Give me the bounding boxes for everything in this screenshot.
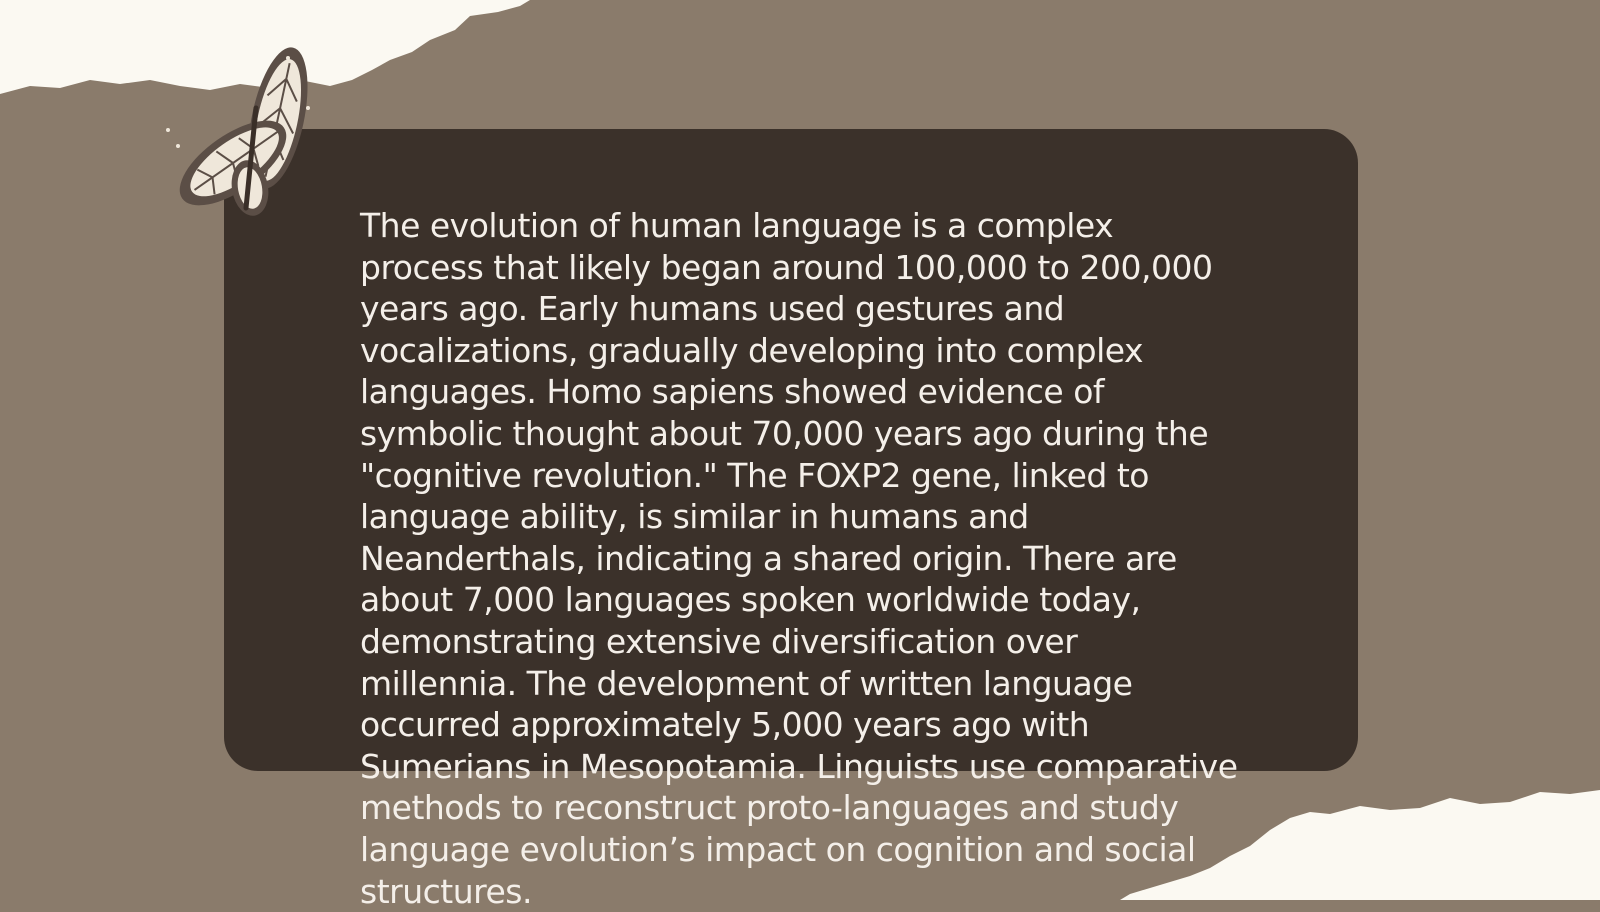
torn-paper-bottom — [1060, 790, 1600, 900]
butterfly-icon — [138, 38, 328, 228]
body-paragraph: The evolution of human language is a complex process that likely began around 100,000 to 200,000 years ago. Early humans used gestures and vocalizations, gradually developing into complex languages. Homo sapiens showed evidence of symbolic thought about 70,000 years ago during the "cognitive revolution." The FOXP2 gene, linked to language ability, is similar in humans and Neanderthals, indicating a shared origin. There are about 7,000 languages spoken worldwide today, demonstrating extensive diversification over millennia. The development of written language occurred approximately 5,000 years ago with Sumerians in Mesopotamia. Linguists use comparative methods to reconstruct proto-languages and study language evolution’s impact on cognition and social structures. — [360, 206, 1238, 911]
